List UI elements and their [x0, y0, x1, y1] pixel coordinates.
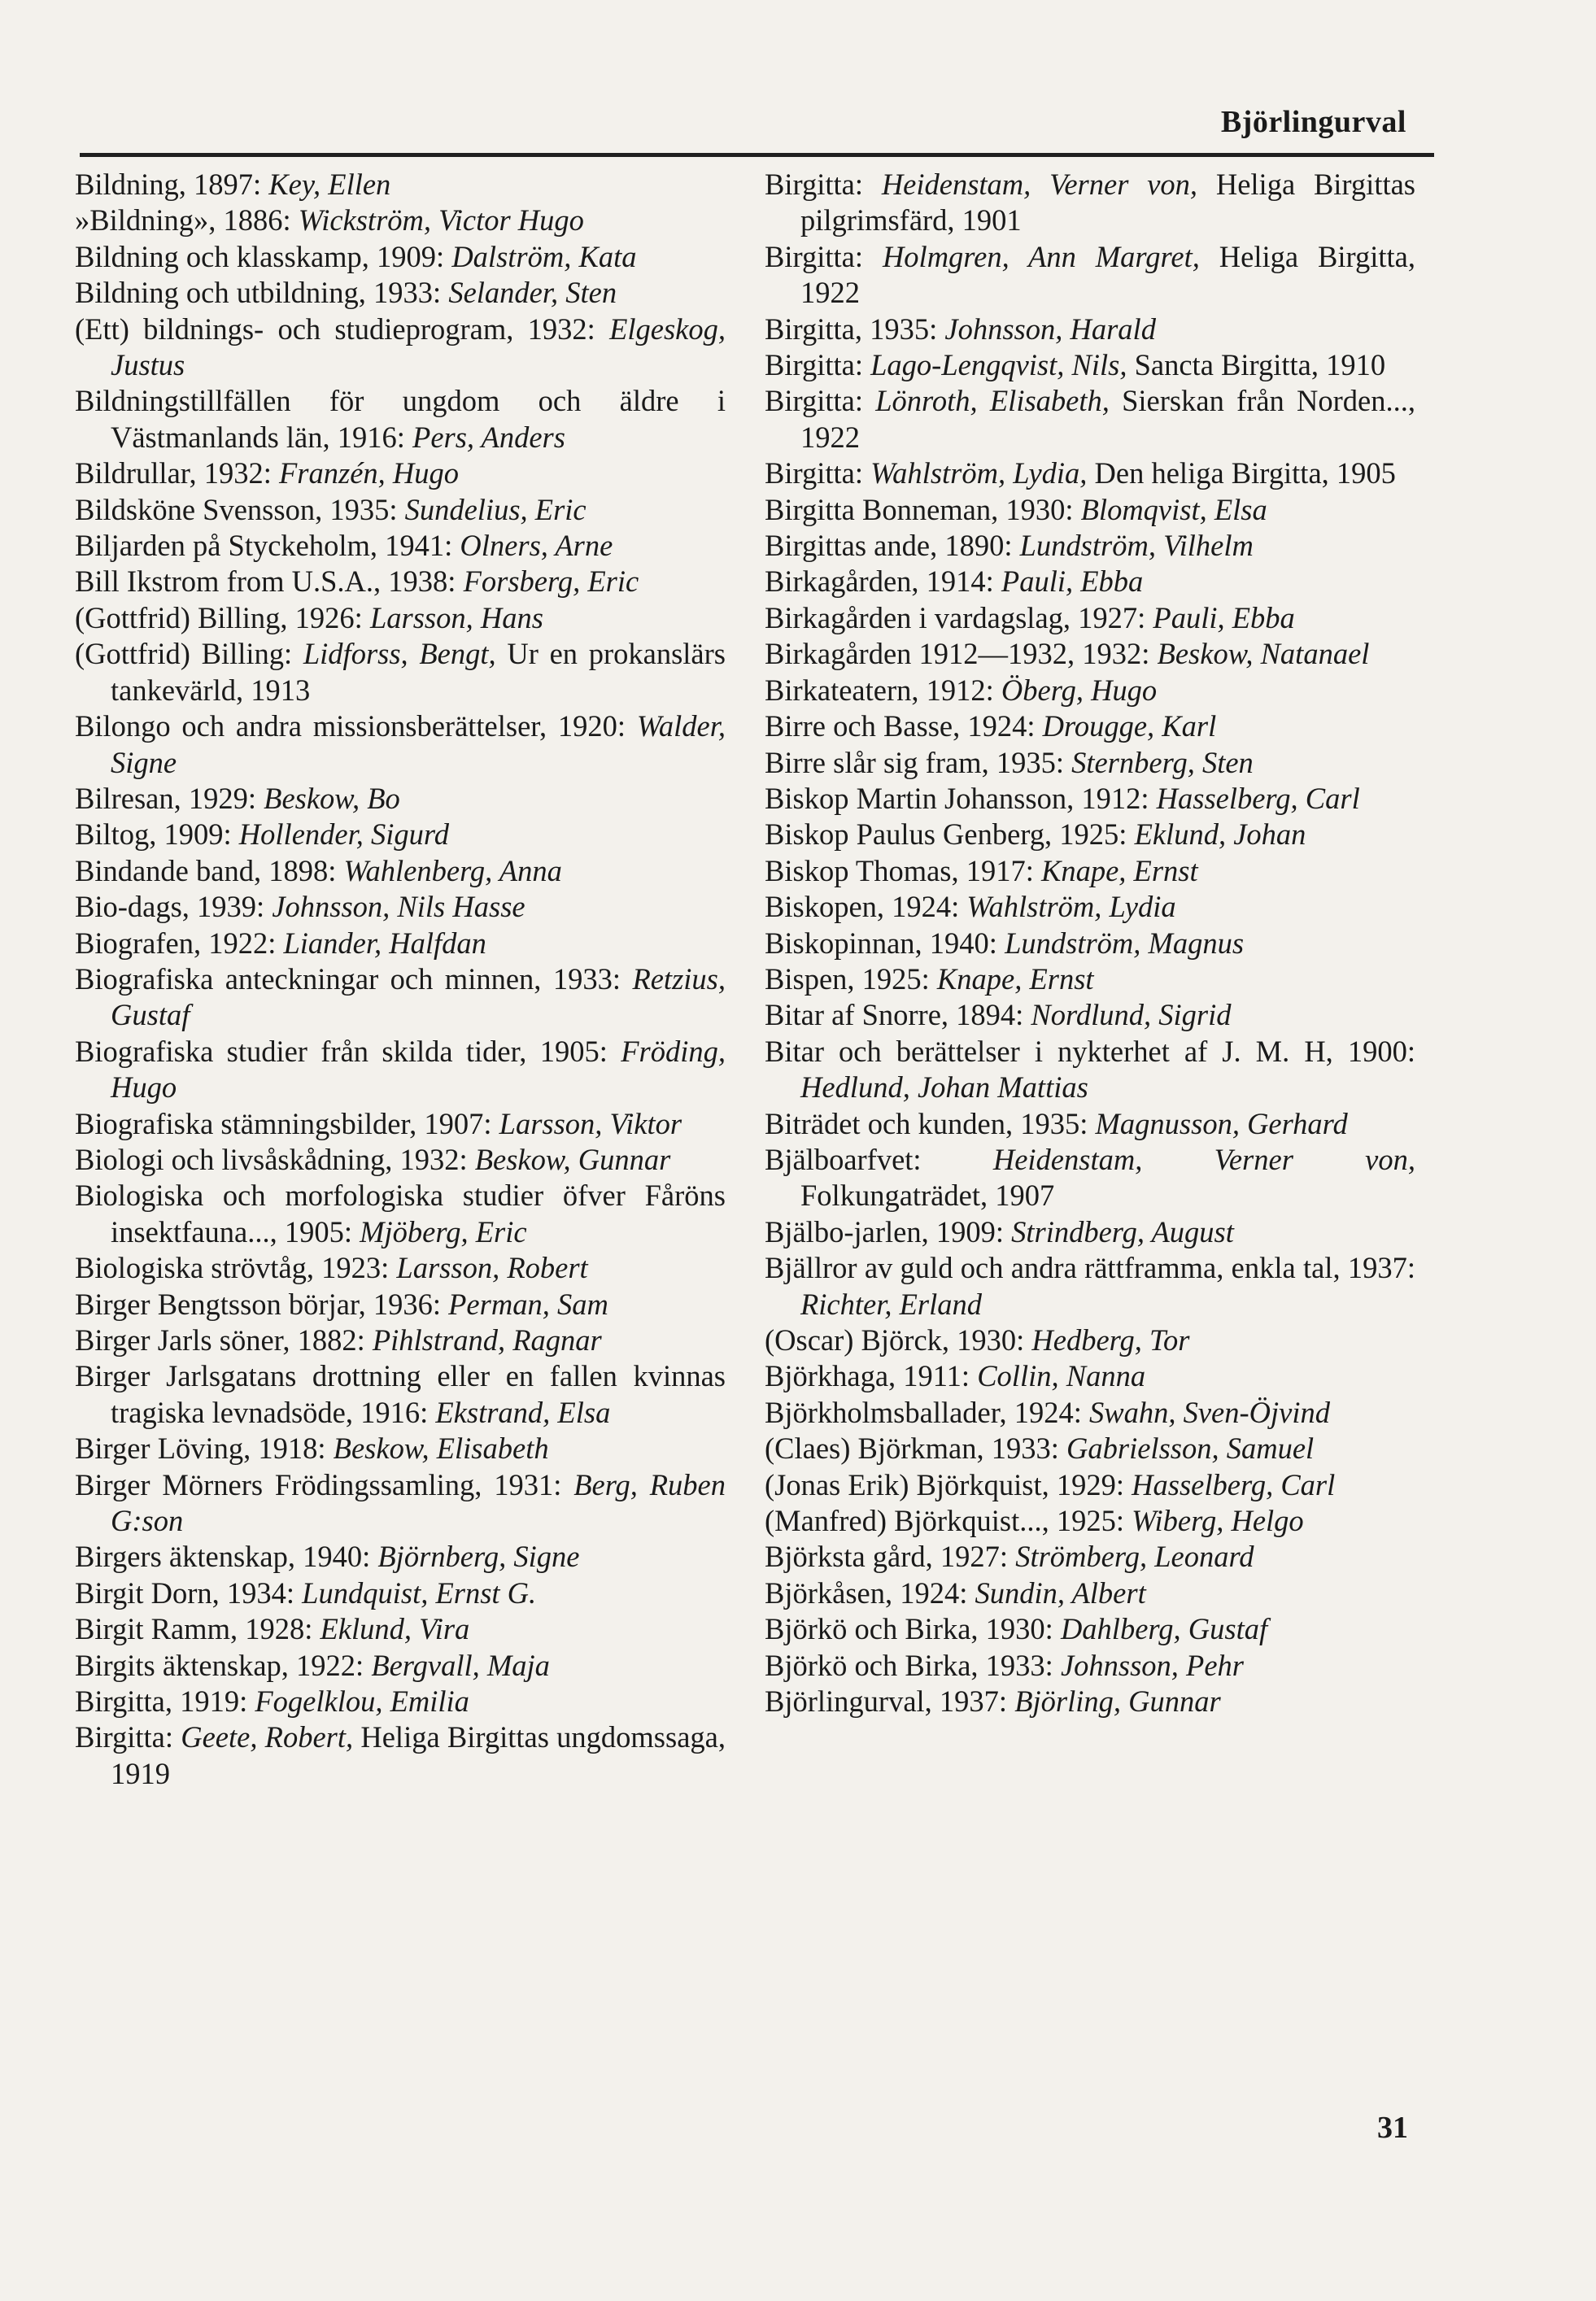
entry-title: Biskopinnan, 1940:: [765, 926, 1005, 960]
entry-title: Biskop Thomas, 1917:: [765, 853, 1042, 887]
index-entry: [765, 1323, 1415, 1358]
entry-author: Lönroth, Elisabeth,: [875, 384, 1110, 418]
entry-title: Birkagården 1912—1932, 1932:: [765, 637, 1158, 671]
index-entry: [765, 312, 1415, 347]
index-column-left: [75, 167, 726, 1792]
entry-author: Lundquist, Ernst G.: [302, 1575, 537, 1610]
index-entry: [75, 492, 726, 528]
entry-author: Björling, Gunnar: [1014, 1684, 1221, 1719]
entry-title: Björkhaga, 1911:: [765, 1359, 978, 1393]
index-entry: [75, 203, 726, 238]
index-entry: [765, 817, 1415, 852]
index-entry: [75, 1611, 726, 1647]
index-entry: [765, 745, 1415, 781]
entry-title: Bilongo och andra missionsberättelser, 1920:: [75, 709, 637, 743]
entry-rest: Heliga Birgitta, 1922: [800, 239, 1416, 310]
index-entry: [75, 889, 726, 925]
entry-title: (Manfred) Björkquist..., 1925:: [765, 1504, 1132, 1538]
entry-title: Birger Jarls söner, 1882:: [75, 1323, 373, 1357]
entry-title: Birger Löving, 1918:: [75, 1432, 334, 1466]
index-entry: [75, 528, 726, 564]
index-entry: [75, 1323, 726, 1358]
entry-title: Bilresan, 1929:: [75, 781, 264, 815]
entry-author: Wickström, Victor Hugo: [298, 203, 584, 238]
entry-author: Mjöberg, Eric: [360, 1214, 527, 1249]
entry-title: (Gottfrid) Billing, 1926:: [75, 600, 370, 634]
entry-author: Franzén, Hugo: [278, 456, 459, 490]
entry-title: Biografen, 1922:: [75, 926, 284, 960]
entry-author: Lundström, Vilhelm: [1019, 529, 1254, 563]
index-entry: [75, 312, 726, 384]
index-entry: [765, 1684, 1415, 1719]
index-entry: [75, 600, 726, 636]
entry-title: Biltog, 1909:: [75, 817, 239, 852]
index-entry: [75, 1467, 726, 1540]
index-entry: [75, 1358, 726, 1431]
index-entry: [75, 383, 726, 455]
entry-author: Wahlström, Lydia,: [870, 456, 1088, 490]
entry-author: Sternberg, Sten: [1071, 745, 1254, 779]
index-entry: [75, 817, 726, 852]
entry-title: Birkagården, 1914:: [765, 564, 1001, 599]
index-entry: [765, 1611, 1415, 1647]
index-entry: [75, 1684, 726, 1719]
entry-title: Biologiska och morfologiska studier öfver Fåröns insektfauna..., 1905:: [75, 1179, 726, 1249]
index-entry: [75, 1648, 726, 1684]
entry-rest: Ur en prokanslärs tankevärld, 1913: [111, 637, 726, 707]
entry-author: Lundström, Magnus: [1005, 926, 1245, 960]
entry-author: Blomqvist, Elsa: [1080, 492, 1267, 526]
index-entry: [765, 564, 1415, 599]
entry-title: Birgittas ande, 1890:: [765, 529, 1020, 563]
index-entry: [765, 167, 1415, 239]
entry-title: Birgits äktenskap, 1922:: [75, 1648, 372, 1682]
entry-author: Johnsson, Harald: [944, 312, 1156, 346]
entry-author: Pers, Anders: [412, 420, 565, 454]
index-entry: [765, 853, 1415, 889]
index-entry: [75, 167, 726, 203]
index-entry: [765, 347, 1415, 383]
entry-title: Bitar och berättelser i nykterhet af J. M. H, 1900:: [765, 1034, 1415, 1068]
entry-author: Lago-Lengqvist, Nils,: [870, 348, 1127, 382]
entry-author: Knape, Ernst: [1041, 853, 1198, 887]
entry-title: Bildning och utbildning, 1933:: [75, 276, 449, 310]
entry-title: (Gottfrid) Billing:: [75, 637, 303, 671]
entry-title: Bitar af Snorre, 1894:: [765, 998, 1031, 1032]
entry-title: Biografiska anteckningar och minnen, 1933:: [75, 961, 633, 996]
entry-author: Richter, Erland: [800, 1287, 983, 1321]
entry-title: Birgitta, 1935:: [765, 312, 945, 346]
entry-title: Björkåsen, 1924:: [765, 1575, 975, 1610]
index-entry: [75, 1034, 726, 1106]
running-head-title: Björlingurval: [1220, 105, 1406, 139]
index-entry: [765, 1358, 1415, 1394]
entry-title: »Bildning», 1886:: [75, 203, 299, 238]
entry-author: Hedberg, Tor: [1031, 1323, 1190, 1357]
index-entry: [765, 889, 1415, 925]
entry-title: Biologiska strövtåg, 1923:: [75, 1251, 397, 1285]
entry-rest: Sancta Birgitta, 1910: [1127, 348, 1386, 382]
entry-title: Bildningstillfällen för ungdom och äldre i Västmanlands län, 1916:: [75, 384, 726, 454]
index-entry: [75, 1719, 726, 1792]
entry-author: Berg, Ruben G:son: [111, 1467, 726, 1538]
index-entry: [765, 1142, 1415, 1214]
entry-author: Hasselberg, Carl: [1132, 1467, 1336, 1501]
entry-author: Eklund, Johan: [1134, 817, 1306, 852]
entry-author: Pauli, Ebba: [1001, 564, 1144, 599]
index-entry: [765, 636, 1415, 672]
entry-title: Biografiska studier från skilda tider, 1905:: [75, 1034, 621, 1068]
entry-title: Birgitta, 1919:: [75, 1684, 255, 1719]
entry-title: Birgitta:: [765, 239, 883, 273]
entry-author: Hollender, Sigurd: [238, 817, 449, 852]
index-entry: [75, 1142, 726, 1178]
entry-author: Larsson, Viktor: [499, 1106, 682, 1140]
index-entry: [765, 1431, 1415, 1466]
index-entry: [765, 1467, 1415, 1503]
index-entry: [765, 673, 1415, 708]
entry-title: (Oscar) Björck, 1930:: [765, 1323, 1032, 1357]
entry-author: Key, Ellen: [268, 168, 391, 201]
entry-title: Bjälbo-jarlen, 1909:: [765, 1214, 1012, 1249]
index-entry: [765, 528, 1415, 564]
entry-author: Wahlström, Lydia: [966, 890, 1176, 924]
entry-author: Geete, Robert,: [181, 1720, 354, 1754]
entry-author: Liander, Halfdan: [283, 926, 486, 960]
entry-author: Öberg, Hugo: [1001, 673, 1158, 707]
entry-title: Birgit Ramm, 1928:: [75, 1612, 321, 1646]
entry-author: Johnsson, Nils Hasse: [272, 890, 525, 924]
entry-title: Bindande band, 1898:: [75, 853, 344, 887]
entry-author: Ekstrand, Elsa: [435, 1395, 611, 1429]
index-entry: [765, 1106, 1415, 1142]
entry-author: Lidforss, Bengt,: [303, 637, 496, 671]
entry-author: Dahlberg, Gustaf: [1060, 1612, 1268, 1646]
entry-title: Björkö och Birka, 1933:: [765, 1648, 1061, 1682]
entry-title: Biskop Martin Johansson, 1912:: [765, 781, 1157, 815]
index-entry: [75, 1575, 726, 1611]
entry-title: Bjällror av guld och andra rättframma, enkla tal, 1937:: [765, 1251, 1415, 1285]
entry-author: Holmgren, Ann Margret,: [882, 239, 1200, 273]
entry-title: Biljarden på Styckeholm, 1941:: [75, 529, 460, 563]
entry-author: Sundelius, Eric: [404, 492, 587, 526]
entry-author: Wiberg, Helgo: [1132, 1504, 1304, 1538]
index-entry: [75, 275, 726, 311]
entry-author: Johnsson, Pehr: [1060, 1648, 1245, 1682]
index-entry: [75, 1250, 726, 1286]
index-entry: [75, 1178, 726, 1250]
entry-author: Strindberg, August: [1011, 1214, 1234, 1249]
entry-author: Fogelklou, Emilia: [255, 1684, 469, 1719]
index-entry: [765, 600, 1415, 636]
entry-title: Bildning och klasskamp, 1909:: [75, 239, 452, 273]
entry-author: Hasselberg, Carl: [1156, 781, 1360, 815]
entry-title: Bjälboarfvet:: [765, 1142, 993, 1176]
entry-title: Birger Bengtsson börjar, 1936:: [75, 1287, 449, 1321]
entry-author: Elgeskog, Justus: [111, 312, 726, 382]
entry-title: Biskop Paulus Genberg, 1925:: [765, 817, 1135, 852]
entry-author: Wahlenberg, Anna: [343, 853, 562, 887]
index-entry: [765, 383, 1415, 455]
index-entry: [765, 1250, 1415, 1323]
entry-title: Biografiska stämningsbilder, 1907:: [75, 1106, 499, 1140]
entry-title: Birkagården i vardagslag, 1927:: [765, 600, 1153, 634]
entry-title: Birger Mörners Frödingssamling, 1931:: [75, 1467, 574, 1501]
entry-author: Walder, Signe: [111, 709, 726, 779]
index-entry: [75, 926, 726, 961]
entry-author: Knape, Ernst: [936, 961, 1094, 996]
entry-author: Gabrielsson, Samuel: [1066, 1432, 1315, 1466]
entry-title: (Jonas Erik) Björkquist, 1929:: [765, 1467, 1132, 1501]
index-entry: [765, 961, 1415, 997]
entry-rest: Heliga Birgittas pilgrimsfärd, 1901: [800, 168, 1416, 238]
index-entry: [75, 961, 726, 1034]
entry-author: Pihlstrand, Ragnar: [372, 1323, 602, 1357]
entry-title: Björkholmsballader, 1924:: [765, 1395, 1089, 1429]
entry-author: Retzius, Gustaf: [111, 961, 726, 1032]
index-entry: [75, 455, 726, 491]
entry-title: Biskopen, 1924:: [765, 890, 967, 924]
entry-author: Swahn, Sven-Öjvind: [1088, 1395, 1330, 1429]
entry-title: Birgitta:: [75, 1720, 181, 1754]
entry-title: Birkateatern, 1912:: [765, 673, 1001, 707]
entry-title: Birgitta:: [765, 348, 871, 382]
index-entry: [75, 1539, 726, 1575]
entry-title: Bildning, 1897:: [75, 168, 269, 201]
index-entry: [765, 997, 1415, 1033]
entry-rest: Sierskan från Norden..., 1922: [800, 384, 1415, 454]
entry-author: Forsberg, Eric: [463, 564, 639, 599]
entry-title: Björkö och Birka, 1930:: [765, 1612, 1061, 1646]
entry-author: Beskow, Elisabeth: [333, 1432, 549, 1466]
entry-author: Larsson, Robert: [396, 1251, 588, 1285]
entry-title: Biologi och livsåskådning, 1932:: [75, 1142, 475, 1176]
entry-author: Dalström, Kata: [451, 239, 637, 273]
entry-author: Heidenstam, Verner von,: [881, 168, 1198, 201]
entry-author: Pauli, Ebba: [1153, 600, 1295, 634]
index-entry: [765, 1539, 1415, 1575]
index-entry: [75, 1431, 726, 1466]
entry-author: Heidenstam, Verner von,: [992, 1142, 1415, 1176]
entry-author: Beskow, Gunnar: [474, 1142, 671, 1176]
entry-author: Beskow, Natanael: [1157, 637, 1370, 671]
index-entry: [765, 1395, 1415, 1431]
entry-title: Björksta gård, 1927:: [765, 1540, 1016, 1574]
entry-title: Birgitta:: [765, 456, 871, 490]
index-entry: [765, 1575, 1415, 1611]
entry-author: Selander, Sten: [448, 276, 617, 310]
entry-author: Beskow, Bo: [264, 781, 400, 815]
index-entry: [75, 1106, 726, 1142]
index-entry: [75, 853, 726, 889]
entry-title: Birgitta:: [765, 384, 876, 418]
index-entry: [765, 708, 1415, 744]
index-entry: [765, 455, 1415, 491]
entry-title: Birger Jarlsgatans drottning eller en fallen kvinnas tragiska levnadsöde, 1916:: [75, 1359, 726, 1429]
index-entry: [765, 926, 1415, 961]
index-entry: [75, 239, 726, 275]
page-number: 31: [1377, 2111, 1408, 2145]
index-entry: [765, 1214, 1415, 1250]
index-entry: [75, 636, 726, 708]
index-entry: [765, 1034, 1415, 1106]
entry-author: Bergvall, Maja: [371, 1648, 550, 1682]
entry-rest: Heliga Birgittas ungdomssaga, 1919: [111, 1720, 726, 1790]
index-entry: [765, 781, 1415, 817]
entry-author: Larsson, Hans: [369, 600, 543, 634]
entry-title: Birre slår sig fram, 1935:: [765, 745, 1072, 779]
entry-title: Birgitta Bonneman, 1930:: [765, 492, 1081, 526]
index-column-right: [765, 167, 1415, 1719]
entry-author: Perman, Sam: [448, 1287, 608, 1321]
entry-title: Biträdet och kunden, 1935:: [765, 1106, 1096, 1140]
index-entry: [75, 564, 726, 599]
index-entry: [75, 1287, 726, 1323]
entry-author: Björnberg, Signe: [377, 1540, 580, 1574]
entry-title: (Claes) Björkman, 1933:: [765, 1432, 1067, 1466]
entry-title: Björlingurval, 1937:: [765, 1684, 1015, 1719]
entry-author: Magnusson, Gerhard: [1095, 1106, 1348, 1140]
index-entry: [765, 239, 1415, 312]
entry-rest: Den heliga Birgitta, 1905: [1087, 456, 1396, 490]
entry-title: (Ett) bildnings- och studieprogram, 1932:: [75, 312, 610, 346]
entry-author: Olners, Arne: [460, 529, 613, 563]
entry-rest: Folkungaträdet, 1907: [800, 1179, 1055, 1213]
entry-author: Drougge, Karl: [1042, 709, 1217, 743]
entry-title: Birgers äktenskap, 1940:: [75, 1540, 378, 1574]
entry-title: Bill Ikstrom from U.S.A., 1938:: [75, 564, 464, 599]
entry-title: Bildrullar, 1932:: [75, 456, 279, 490]
entry-author: Hedlund, Johan Mattias: [800, 1070, 1088, 1105]
entry-title: Bio-dags, 1939:: [75, 890, 273, 924]
index-entry: [765, 492, 1415, 528]
entry-author: Strömberg, Leonard: [1015, 1540, 1254, 1574]
entry-author: Eklund, Vira: [320, 1612, 470, 1646]
index-entry: [75, 781, 726, 817]
index-entry: [765, 1648, 1415, 1684]
index-entry: [765, 1503, 1415, 1539]
header-rule: [80, 153, 1434, 157]
entry-author: Sundin, Albert: [975, 1575, 1146, 1610]
entry-title: Birgit Dorn, 1934:: [75, 1575, 303, 1610]
entry-author: Collin, Nanna: [977, 1359, 1146, 1393]
index-entry: [75, 708, 726, 781]
entry-author: Fröding, Hugo: [111, 1034, 726, 1105]
entry-title: Birgitta:: [765, 168, 882, 201]
entry-title: Bildsköne Svensson, 1935:: [75, 492, 405, 526]
entry-title: Birre och Basse, 1924:: [765, 709, 1043, 743]
entry-title: Bispen, 1925:: [765, 961, 937, 996]
entry-author: Nordlund, Sigrid: [1031, 998, 1232, 1032]
